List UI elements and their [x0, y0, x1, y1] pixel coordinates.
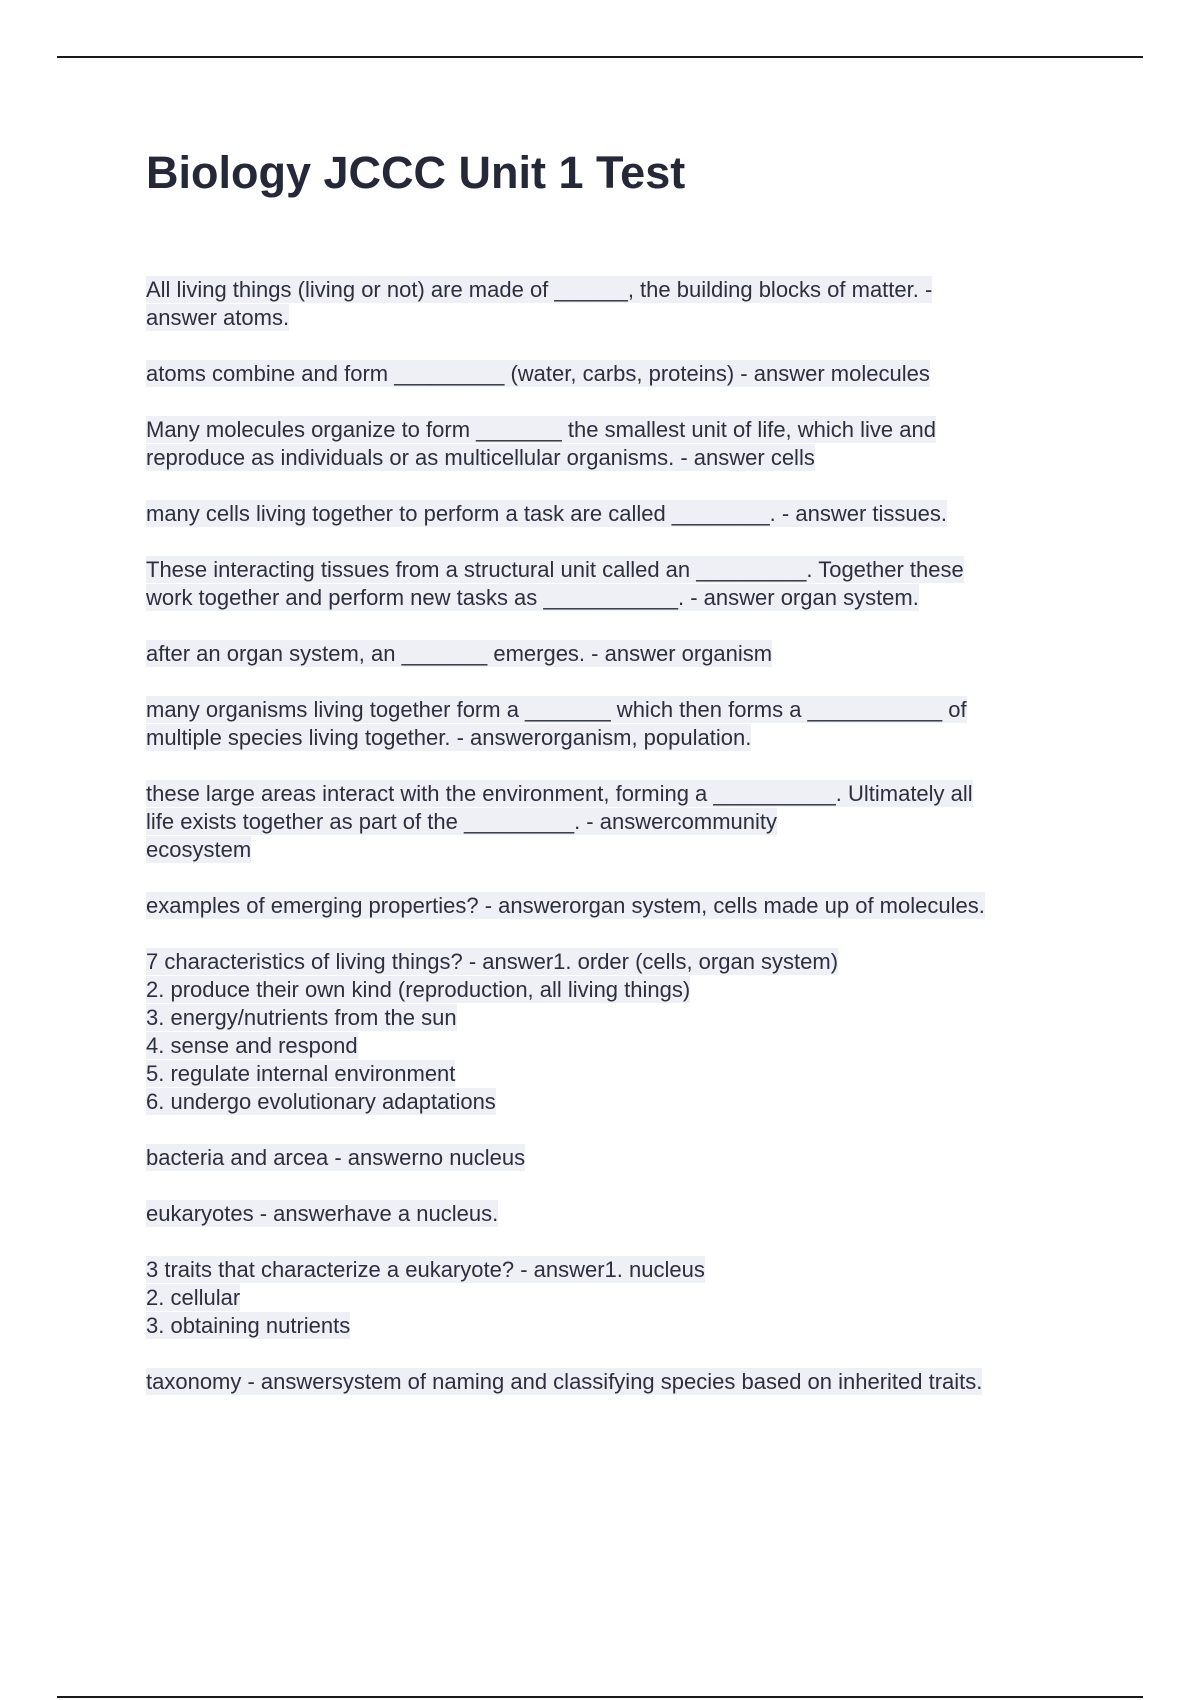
qa-item: these large areas interact with the environment, forming a __________. Ultimately all life exists together as part of the _________. - answercommunity ecosystem [146, 781, 973, 862]
qa-item: 3 traits that characterize a eukaryote? - answer1. nucleus 2. cellular 3. obtaining nutrients [146, 1257, 705, 1338]
qa-item: eukaryotes - answerhave a nucleus. [146, 1201, 499, 1226]
qa-item: many cells living together to perform a task are called ________. - answer tissues. [146, 501, 947, 526]
qa-item: Many molecules organize to form _______ the smallest unit of life, which live and reproduce as individuals or as multicellular organisms. - answer cells [146, 417, 936, 470]
qa-list [146, 276, 1086, 1396]
qa-item: taxonomy - answersystem of naming and classifying species based on inherited traits. [146, 1369, 983, 1394]
qa-item: atoms combine and form _________ (water, carbs, proteins) - answer molecules [146, 361, 930, 386]
qa-item: examples of emerging properties? - answerorgan system, cells made up of molecules. [146, 893, 985, 918]
document-title: Biology JCCC Unit 1 Test [146, 147, 686, 198]
qa-item: 7 characteristics of living things? - answer1. order (cells, organ system) 2. produce their own kind (reproduction, all living things) 3. energy/nutrients from the sun 4. sense and respond 5. regulate internal environment 6. undergo evolutionary adaptations [146, 949, 839, 1114]
qa-item: All living things (living or not) are made of ______, the building blocks of matter. - answer atoms. [146, 277, 933, 330]
top-rule [57, 56, 1143, 58]
qa-item: many organisms living together form a _______ which then forms a ___________ of multiple species living together. - answerorganism, population. [146, 697, 967, 750]
qa-item: bacteria and arcea - answerno nucleus [146, 1145, 526, 1170]
qa-item: after an organ system, an _______ emerges. - answer organism [146, 641, 773, 666]
bottom-rule [57, 1696, 1143, 1698]
qa-item: These interacting tissues from a structural unit called an _________. Together these work together and perform new tasks as ___________. - answer organ system. [146, 557, 964, 610]
document-page [146, 140, 1086, 1424]
